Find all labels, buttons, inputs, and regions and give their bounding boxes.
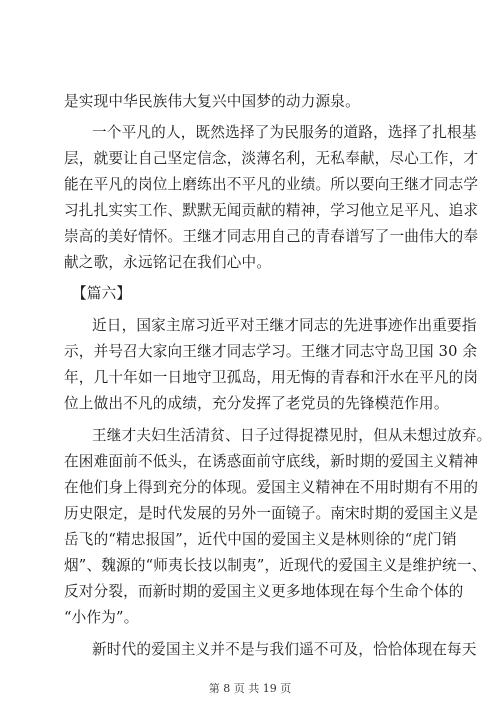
paragraph-line: 崇高的美好情怀。王继才同志用自己的青春谱写了一曲伟大的奉 (64, 228, 479, 245)
paragraph-line: 近日，国家主席习近平对王继才同志的先进事迹作出重要指 (92, 317, 477, 334)
paragraph-line: 能在平凡的岗位上磨练出不平凡的业绩。所以要向王继才同志学 (64, 176, 479, 193)
paragraph-line: 新时代的爱国主义并不是与我们遥不可及，恰恰体现在每天 (92, 641, 477, 658)
paragraph-line: 示，并号召大家向王继才同志学习。王继才同志守岛卫国 30 余 (64, 343, 478, 360)
paragraph-line: 是实现中华民族伟大复兴中国梦的动力源泉。 (64, 93, 360, 110)
paragraph-line: 层，就要让自己坚定信念，淡薄名利，无私奉献，尽心工作，才 (64, 150, 479, 167)
paragraph-line: 年，几十年如一日地守卫孤岛，用无悔的青春和汗水在平凡的岗 (64, 369, 479, 386)
paragraph-line: 王继才夫妇生活清贫、日子过得捉襟见肘，但从未想过放弃。 (92, 427, 492, 444)
paragraph-line: 在困难面前不低头，在诱惑面前守底线，新时期的爱国主义精神 (64, 453, 479, 470)
paragraph-line: 岳飞的“精忠报国”，近代中国的爱国主义是林则徐的“虎门销 (64, 531, 457, 548)
paragraph-line: 一个平凡的人，既然选择了为民服务的道路，选择了扎根基 (92, 124, 477, 141)
paragraph-line: “小作为”。 (64, 609, 139, 626)
paragraph-line: 在他们身上得到充分的体现。爱国主义精神在不用时期有不用的 (64, 479, 479, 496)
paragraph-line: 习扎扎实实工作、默默无闻贡献的精神，学习他立足平凡、追求 (64, 202, 479, 219)
paragraph-line: 烟”、魏源的“师夷长技以制夷”，近现代的爱国主义是维护统一、 (64, 557, 487, 574)
paragraph-line: 历史限定，是时代发展的另外一面镜子。南宋时期的爱国主义是 (64, 505, 479, 522)
paragraph-line: 位上做出不凡的成绩，充分发挥了老党员的先锋模范作用。 (64, 395, 449, 412)
page-footer: 第 8 页 共 19 页 (208, 682, 292, 695)
paragraph-line: 献之歌，永远铭记在我们心中。 (64, 254, 272, 271)
section-heading: 【篇六】 (72, 285, 132, 302)
paragraph-line: 反对分裂，而新时期的爱国主义更多地体现在每个生命个体的 (64, 583, 464, 600)
